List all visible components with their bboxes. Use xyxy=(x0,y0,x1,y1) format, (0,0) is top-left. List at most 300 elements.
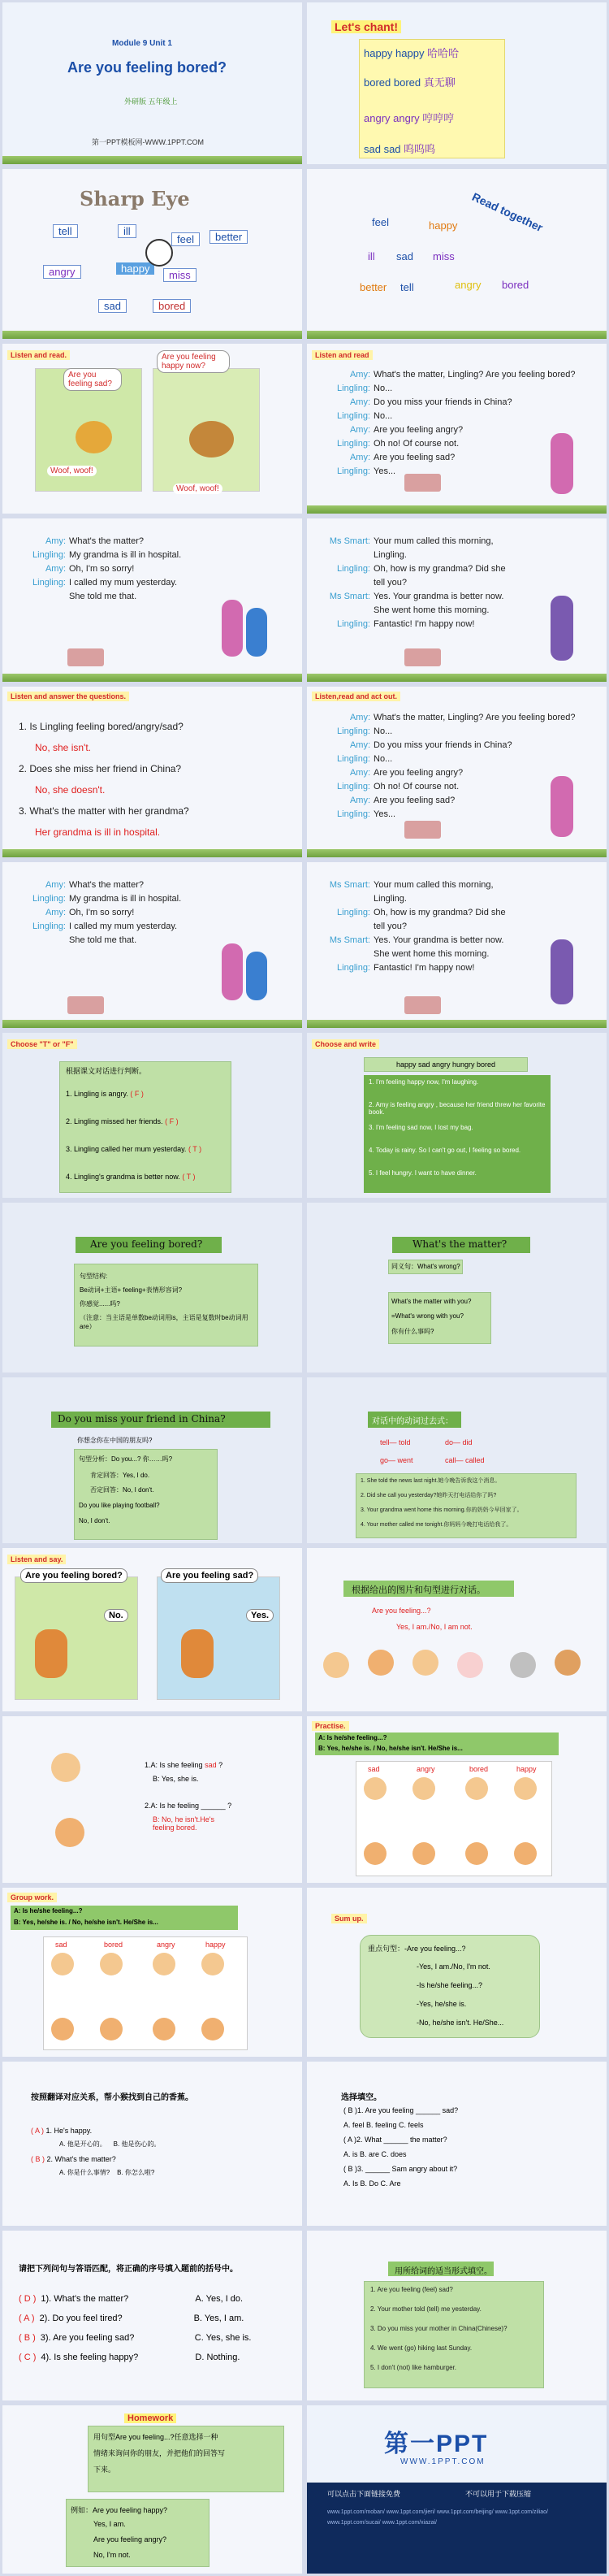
line-text: No... xyxy=(374,384,393,393)
translation-item-2: ( B ) 2. What's the matter? xyxy=(31,2155,116,2163)
choice-question-3: ( B )3. ______ Sam angry about it? xyxy=(343,2165,458,2173)
line-text: tell you? xyxy=(374,922,407,931)
panda-icon xyxy=(145,239,173,267)
slide-5-listen-read xyxy=(2,344,302,514)
speaker-label: Amy: xyxy=(349,370,370,379)
footer-caption-right: 不可以用于下载压缩 xyxy=(465,2490,532,2498)
line-text: Yes... xyxy=(374,466,396,476)
pattern-line-1: A: Is he/she feeling...? xyxy=(318,1734,387,1741)
line-text: Do you miss your friends in China? xyxy=(374,397,512,407)
speaker-label: Lingling: xyxy=(337,384,370,393)
answer-mark: ( C ) xyxy=(19,2353,37,2362)
teacher-icon xyxy=(551,596,573,661)
word-miss: miss xyxy=(163,268,197,282)
answer-mark: ( B ) xyxy=(19,2333,36,2343)
matching-row xyxy=(19,2314,244,2323)
dialogue-line xyxy=(323,425,463,435)
speaker-label: Amy: xyxy=(349,713,370,722)
speaker-label: Lingling: xyxy=(32,578,66,588)
speaker-label: Lingling: xyxy=(337,782,370,791)
cartoon-panel-left xyxy=(15,1576,138,1700)
speaker-label: Lingling: xyxy=(337,908,370,917)
table-icon xyxy=(404,821,441,839)
pattern-question: Are you feeling...? xyxy=(372,1607,431,1615)
question-text: 2). Do you feel tired? xyxy=(39,2314,123,2323)
list-line: 5. I feel hungry. I want to have dinner. xyxy=(369,1169,477,1177)
word-sad: sad xyxy=(396,250,413,262)
face-icon xyxy=(510,1652,536,1678)
answer-option: B. Yes, I am. xyxy=(193,2314,244,2323)
synonym-line: 同义句：What's wrong? xyxy=(391,1263,460,1270)
slide-22-practise xyxy=(307,1716,607,1883)
speaker-label: Lingling: xyxy=(337,754,370,764)
dialogue-line xyxy=(323,726,392,736)
speaker-label: Ms Smart: xyxy=(329,536,370,546)
speaker-label: Amy: xyxy=(45,536,66,546)
line-text: Are you feeling angry? xyxy=(374,425,464,435)
face-icon xyxy=(153,1953,175,1975)
line-text: No... xyxy=(374,411,393,421)
tf-item-4: 4. Lingling's grandma is better now. ( T ) xyxy=(66,1173,196,1181)
chant-line-1: happy happy 哈哈哈 xyxy=(364,47,460,59)
speaker-label: Lingling: xyxy=(32,550,66,560)
verb-pair-2: do— did xyxy=(445,1438,473,1446)
speaker-label: Ms Smart: xyxy=(329,935,370,945)
chant-line-2: bored bored 真无聊 xyxy=(364,76,456,89)
slide-1-title xyxy=(2,2,302,164)
footer-links[interactable]: www.1ppt.com/moban/ www.1ppt.com/jieri/ www.1ppt.com/beijing/ www.1ppt.com/ziliao/ www.1ppt.com/sucai/ www.1ppt.com/xiazai/ xyxy=(327,2509,548,2526)
answer-1: B: Yes, she is. xyxy=(153,1775,199,1783)
word-happy: happy xyxy=(429,219,458,232)
line-text: Are you feeling sad? xyxy=(374,453,456,462)
grass-strip xyxy=(2,331,302,339)
grass-strip xyxy=(307,674,607,682)
list-line: 4. Your mother called me tonight.你妈妈今晚打电话给我了。 xyxy=(361,1522,512,1528)
line-text: Oh no! Of course not. xyxy=(374,439,460,449)
line-text: She went home this morning. xyxy=(374,605,490,615)
slide-12-dialogue xyxy=(307,862,607,1028)
dialogue-line xyxy=(323,908,506,917)
face-icon xyxy=(201,1953,224,1975)
line-text: My grandma is ill in hospital. xyxy=(69,550,182,560)
word-label: happy xyxy=(516,1765,537,1773)
homework-example-2: Yes, I am. xyxy=(93,2520,126,2528)
word-tell: tell xyxy=(400,281,414,293)
slide-13-true-false xyxy=(2,1033,302,1198)
slide-tag: Sum up. xyxy=(331,1914,367,1923)
speaker-label: Lingling: xyxy=(337,726,370,736)
list-line: 3. I'm feeling sad now, I lost my bag. xyxy=(369,1124,473,1131)
exercise-title: 按照翻译对应关系，帮小猴找到自己的香蕉。 xyxy=(31,2093,193,2102)
slide-15-grammar xyxy=(2,1203,302,1373)
line-text: Oh, I'm so sorry! xyxy=(69,908,135,917)
verb-pair-4: call— called xyxy=(445,1456,485,1464)
question-1: 1. Is Lingling feeling bored/angry/sad? xyxy=(19,721,184,732)
dog-icon xyxy=(76,421,112,453)
choice-options-3: A. Is B. Do C. Are xyxy=(343,2179,401,2188)
face-icon xyxy=(514,1842,537,1865)
dialogue-line xyxy=(19,894,181,904)
word-angry: angry xyxy=(43,265,81,279)
list-line: 4. Today is rainy. So I can't go out, I feeling so bored. xyxy=(369,1147,521,1154)
speaker-label: Amy: xyxy=(45,564,66,574)
word-ill: ill xyxy=(368,250,375,262)
page-title: Are you feeling bored? xyxy=(67,59,227,76)
dialogue-line xyxy=(323,578,407,588)
word-happy: happy xyxy=(116,262,154,275)
table-icon xyxy=(404,996,441,1014)
face-icon xyxy=(514,1777,537,1800)
answer-mark: ( D ) xyxy=(19,2294,37,2304)
dialogue-line xyxy=(323,592,503,601)
table-icon xyxy=(67,648,104,666)
question-1: 1.A: Is she feeling sad ? xyxy=(145,1761,223,1769)
chant-line-4: sad sad 呜呜呜 xyxy=(364,143,436,155)
exercise-title: 用所给词的适当形式填空。 xyxy=(395,2267,492,2276)
chant-tag: Let's chant! xyxy=(331,20,401,33)
slide-6-dialogue xyxy=(307,344,607,514)
dialogue-line xyxy=(19,592,136,601)
slide-tag: Practise. xyxy=(312,1721,349,1731)
list-line: 3. Do you miss your mother in China(Chinese)? xyxy=(370,2325,508,2332)
line-text: Are you feeling angry? xyxy=(374,768,464,778)
instruction-title: 根据给出的图片和句型进行对话。 xyxy=(352,1585,486,1595)
choice-question-1: ( B )1. Are you feeling ______ sad? xyxy=(343,2106,459,2114)
choice-options-2: A. is B. are C. does xyxy=(343,2150,407,2158)
word-miss: miss xyxy=(433,250,455,262)
slide-16-whats-matter xyxy=(307,1203,607,1373)
question-text: 4). Is she feeling happy? xyxy=(41,2353,139,2362)
homework-line-3: 下来。 xyxy=(93,2465,116,2474)
line-text: What's the matter? xyxy=(69,880,144,890)
dialogue-line xyxy=(323,894,407,904)
boy-icon xyxy=(246,952,267,1000)
list-line: 3. Your grandma went home this morning.你的奶奶今早回家了。 xyxy=(361,1507,523,1513)
slide-28-word-forms xyxy=(307,2231,607,2400)
slide-tag: Choose "T" or "F" xyxy=(7,1039,77,1049)
face-icon xyxy=(364,1777,387,1800)
homework-example-1: 例如：Are you feeling happy? xyxy=(71,2506,168,2514)
speech-bubble-2: Are you feeling happy now? xyxy=(157,350,230,373)
slide-4-read-together xyxy=(307,169,607,339)
slide-17-do-you-miss xyxy=(2,1377,302,1543)
slide-18-past-tense xyxy=(307,1377,607,1543)
grass-strip xyxy=(307,505,607,514)
pattern-line-1: A: Is he/she feeling...? xyxy=(14,1907,83,1915)
dialogue-line xyxy=(323,397,512,407)
grass-strip xyxy=(2,849,302,857)
line-text: Oh, I'm so sorry! xyxy=(69,564,135,574)
summary-line-1: 重点句型：-Are you feeling...? xyxy=(368,1945,466,1953)
word-label: sad xyxy=(368,1765,380,1773)
pattern-line-2: B: Yes, he/she is. / No, he/she isn't. He/She is... xyxy=(14,1919,158,1926)
slide-tag: Listen and read xyxy=(312,350,373,360)
dialogue-line xyxy=(323,949,489,959)
face-icon xyxy=(153,2018,175,2040)
word-label: happy xyxy=(205,1941,226,1949)
sharp-eye-title: Sharp Eye xyxy=(80,187,190,210)
answer-3: Her grandma is ill in hospital. xyxy=(35,826,161,838)
dialogue-line xyxy=(323,605,489,615)
line-text: I called my mum yesterday. xyxy=(69,578,178,588)
dialogue-line xyxy=(323,809,395,819)
answer-2: B: No, he isn't.He's feeling bored. xyxy=(153,1815,214,1832)
brand-url: WWW.1PPT.COM xyxy=(400,2457,486,2466)
pattern-answer: Yes, I am./No, I am not. xyxy=(396,1623,473,1631)
line-text: She told me that. xyxy=(69,935,137,945)
grammar-line-3: 你感觉......吗? xyxy=(80,1300,120,1308)
homework-line-1: 用句型Are you feeling...?任意选择一种 xyxy=(93,2433,218,2441)
list-line: 5. I don't (not) like hamburger. xyxy=(370,2364,457,2371)
dialogue-line xyxy=(323,754,392,764)
face-icon xyxy=(51,2018,74,2040)
face-icon xyxy=(457,1652,483,1678)
slide-24-sum-up xyxy=(307,1888,607,2057)
line-text: No... xyxy=(374,754,393,764)
line-text: Oh, how is my grandma? Did she xyxy=(374,564,506,574)
translation-options-2: A. 你是什么事情? B. 你怎么啦? xyxy=(59,2169,155,2176)
face-icon xyxy=(412,1650,438,1676)
word-ill: ill xyxy=(118,224,136,238)
grass-strip xyxy=(2,1020,302,1028)
dialogue-line xyxy=(323,453,455,462)
word-feel: feel xyxy=(171,232,200,246)
grammar-line-5: Do you like playing football? xyxy=(79,1502,160,1509)
question-text: 3). Are you feeling sad? xyxy=(40,2333,135,2343)
girl-icon xyxy=(551,433,573,494)
face-icon xyxy=(201,2018,224,2040)
dialogue-line xyxy=(323,384,392,393)
line-text: Lingling. xyxy=(374,894,407,904)
word-better: better xyxy=(360,281,387,293)
slide-10-act-out xyxy=(307,687,607,857)
dialogue-line xyxy=(323,370,576,379)
line-text: Fantastic! I'm happy now! xyxy=(374,619,475,629)
question-2: 2. Does she miss her friend in China? xyxy=(19,763,182,774)
teacher-icon xyxy=(551,939,573,1004)
dialogue-line xyxy=(323,439,459,449)
verb-pair-3: go— went xyxy=(380,1456,413,1464)
slide-30-brand xyxy=(307,2405,607,2574)
face-icon xyxy=(51,1953,74,1975)
slide-3-sharp-eye xyxy=(2,169,302,339)
speaker-label: Lingling: xyxy=(337,564,370,574)
woof-label-1: Woof, woof! xyxy=(47,466,97,476)
line-text: Yes. Your grandma is better now. xyxy=(374,592,504,601)
dialogue-line xyxy=(323,411,392,421)
word-label: sad xyxy=(55,1941,67,1949)
girl-icon xyxy=(222,600,243,657)
grammar-line-4: 否定回答：No, I don't. xyxy=(90,1486,154,1494)
grammar-line-6: No, I don't. xyxy=(79,1517,110,1524)
dialogue-line xyxy=(323,796,455,805)
dialogue-line xyxy=(323,466,395,476)
dialogue-line xyxy=(19,922,177,931)
word-better: better xyxy=(209,230,248,244)
speaker-label: Lingling: xyxy=(337,619,370,629)
slide-tag: Listen and answer the questions. xyxy=(7,692,129,701)
line-text: Oh no! Of course not. xyxy=(374,782,460,791)
list-line: 2. Did she call you yesterday?她昨天打电话给你了吗? xyxy=(361,1493,497,1498)
site-label: 第一PPT模板网-WWW.1PPT.COM xyxy=(92,138,204,146)
line-text: What's the matter, Lingling? Are you feeling bored? xyxy=(374,713,576,722)
line-text: Yes... xyxy=(374,809,396,819)
slide-tag: Listen and say. xyxy=(7,1555,66,1564)
table-icon xyxy=(404,648,441,666)
word-label: angry xyxy=(417,1765,435,1773)
face-icon xyxy=(555,1650,581,1676)
grammar-title: What's the matter? xyxy=(412,1238,508,1250)
speaker-label: Amy: xyxy=(349,397,370,407)
slide-20-picture-talk xyxy=(307,1548,607,1711)
face-icon xyxy=(100,2018,123,2040)
slide-25-translation xyxy=(2,2062,302,2226)
read-together-title: Read together xyxy=(470,189,546,235)
grass-strip xyxy=(307,1020,607,1028)
speaker-label: Ms Smart: xyxy=(329,880,370,890)
question-bubble-1: Are you feeling bored? xyxy=(20,1568,127,1583)
slide-2-chant xyxy=(307,2,607,164)
summary-line-3: -Is he/she feeling...? xyxy=(417,1981,483,1989)
word-tell: tell xyxy=(53,224,78,238)
grammar-line-1: 句型结构: xyxy=(80,1273,108,1280)
verb-pair-1: tell— told xyxy=(380,1438,411,1446)
grammar-line-2: 句型分析：Do you...? 你……吗? xyxy=(79,1455,173,1463)
grammar-title: Do you miss your friend in China? xyxy=(58,1413,226,1425)
answer-option: D. Nothing. xyxy=(195,2353,240,2362)
speaker-label: Amy: xyxy=(45,880,66,890)
slide-23-group-work xyxy=(2,1888,302,2057)
question-bubble-2: Are you feeling sad? xyxy=(161,1568,258,1583)
grammar-line-2: What's the matter with you? xyxy=(391,1298,472,1305)
summary-line-2: -Yes, I am./No, I'm not. xyxy=(417,1962,490,1971)
list-line: 1. Are you feeling (feel) sad? xyxy=(370,2286,453,2293)
dialogue-line xyxy=(19,564,134,574)
word-bored: bored xyxy=(502,279,529,291)
dialogue-line xyxy=(323,935,503,945)
homework-example-3: Are you feeling angry? xyxy=(93,2535,167,2543)
line-text: Do you miss your friends in China? xyxy=(374,740,512,750)
list-line: 1. I'm feeling happy now, I'm laughing. xyxy=(369,1078,479,1086)
speaker-label: Lingling: xyxy=(337,439,370,449)
line-text: What's the matter, Lingling? Are you feeling bored? xyxy=(374,370,576,379)
face-icon xyxy=(412,1842,435,1865)
answer-bubble-1: No. xyxy=(104,1609,128,1622)
girl-face-icon xyxy=(51,1753,80,1782)
speaker-label: Amy: xyxy=(349,740,370,750)
face-icon xyxy=(412,1777,435,1800)
homework-line-2: 情绪来询问你的朋友，并把他们的回答写 xyxy=(93,2449,226,2457)
grass-strip xyxy=(307,849,607,857)
module-label: Module 9 Unit 1 xyxy=(112,39,172,48)
choice-options-1: A. feel B. feeling C. feels xyxy=(343,2121,424,2129)
line-text: I called my mum yesterday. xyxy=(69,922,178,931)
list-line: 4. We went (go) hiking last Sunday. xyxy=(370,2344,473,2352)
chant-line-3: angry angry 哼哼哼 xyxy=(364,112,455,124)
speaker-label: Amy: xyxy=(349,768,370,778)
grass-strip xyxy=(307,331,607,339)
speaker-label: Amy: xyxy=(349,453,370,462)
translation-options-1: A. 他是开心的。 B. 他是伤心的。 xyxy=(59,2140,161,2148)
boy-icon xyxy=(246,608,267,657)
list-line: 1. She told the news last night.她今晚告诉我这个消息。 xyxy=(361,1478,501,1484)
slide-11-dialogue xyxy=(2,862,302,1028)
dialogue-line xyxy=(19,550,181,560)
matching-row xyxy=(19,2294,243,2304)
table-icon xyxy=(67,996,104,1014)
face-icon xyxy=(465,1842,488,1865)
speaker-label: Amy: xyxy=(45,908,66,917)
tf-item-1: 1. Lingling is angry. ( F ) xyxy=(66,1090,144,1098)
dialogue-line xyxy=(323,740,512,750)
dialogue-line xyxy=(323,550,407,560)
grammar-line-3: 肯定回答：Yes, I do. xyxy=(90,1472,150,1479)
speaker-label: Lingling: xyxy=(337,963,370,973)
slide-tag: Choose and write xyxy=(312,1039,379,1049)
word-label: bored xyxy=(104,1941,123,1949)
line-text: Your mum called this morning, xyxy=(374,536,494,546)
speaker-label: Lingling: xyxy=(32,894,66,904)
grammar-line-4: （注意：当主语是单数be动词用is，主语是复数时be动词用are） xyxy=(80,1314,248,1330)
answer-1: No, she isn't. xyxy=(35,742,91,753)
face-icon xyxy=(368,1650,394,1676)
girl-icon xyxy=(222,943,243,1000)
translation-line: 你想念你在中国的朋友吗? xyxy=(77,1437,153,1444)
matching-row xyxy=(19,2333,252,2343)
word-bank: happy sad angry hungry bored xyxy=(364,1057,528,1072)
slide-29-homework xyxy=(2,2405,302,2574)
speaker-label: Lingling: xyxy=(337,809,370,819)
summary-line-5: -No, he/she isn't. He/She... xyxy=(417,2019,504,2027)
dialogue-line xyxy=(323,713,576,722)
line-text: No... xyxy=(374,726,393,736)
homework-example-4: No, I'm not. xyxy=(93,2551,131,2559)
speaker-label: Amy: xyxy=(349,425,370,435)
slide-9-questions xyxy=(2,687,302,857)
cartoon-panel-right xyxy=(157,1576,280,1700)
summary-line-4: -Yes, he/she is. xyxy=(417,2000,467,2008)
answer-2: No, she doesn't. xyxy=(35,784,106,796)
face-icon xyxy=(364,1842,387,1865)
speaker-label: Lingling: xyxy=(32,922,66,931)
grammar-line-4: 你有什么事吗? xyxy=(391,1328,434,1335)
answer-option: C. Yes, she is. xyxy=(194,2333,252,2343)
translation-item-1: ( A ) 1. He's happy. xyxy=(31,2127,93,2135)
grammar-title: 对话中的动词过去式： xyxy=(372,1417,453,1426)
slide-tag: Group work. xyxy=(7,1893,57,1902)
question-3: 3. What's the matter with her grandma? xyxy=(19,805,189,817)
word-angry: angry xyxy=(455,279,482,291)
slide-8-dialogue xyxy=(307,518,607,682)
homework-tag: Homework xyxy=(124,2413,176,2423)
line-text: She told me that. xyxy=(69,592,137,601)
line-text: She went home this morning. xyxy=(374,949,490,959)
grammar-title: Are you feeling bored? xyxy=(90,1238,203,1250)
face-icon xyxy=(465,1777,488,1800)
speaker-label: Amy: xyxy=(349,796,370,805)
slide-26-fill-choice xyxy=(307,2062,607,2226)
dialogue-line xyxy=(19,536,144,546)
word-label: bored xyxy=(469,1765,489,1773)
word-sad: sad xyxy=(98,299,127,313)
line-text: tell you? xyxy=(374,578,407,588)
woof-label-2: Woof, woof! xyxy=(173,484,222,494)
brand-logo: 第一PPT xyxy=(384,2431,489,2457)
dialogue-line xyxy=(323,564,506,574)
grammar-line-2: Be动词+主语+ feeling+表情形容词? xyxy=(80,1286,183,1294)
child-icon xyxy=(35,1629,67,1678)
line-text: Are you feeling sad? xyxy=(374,796,456,805)
